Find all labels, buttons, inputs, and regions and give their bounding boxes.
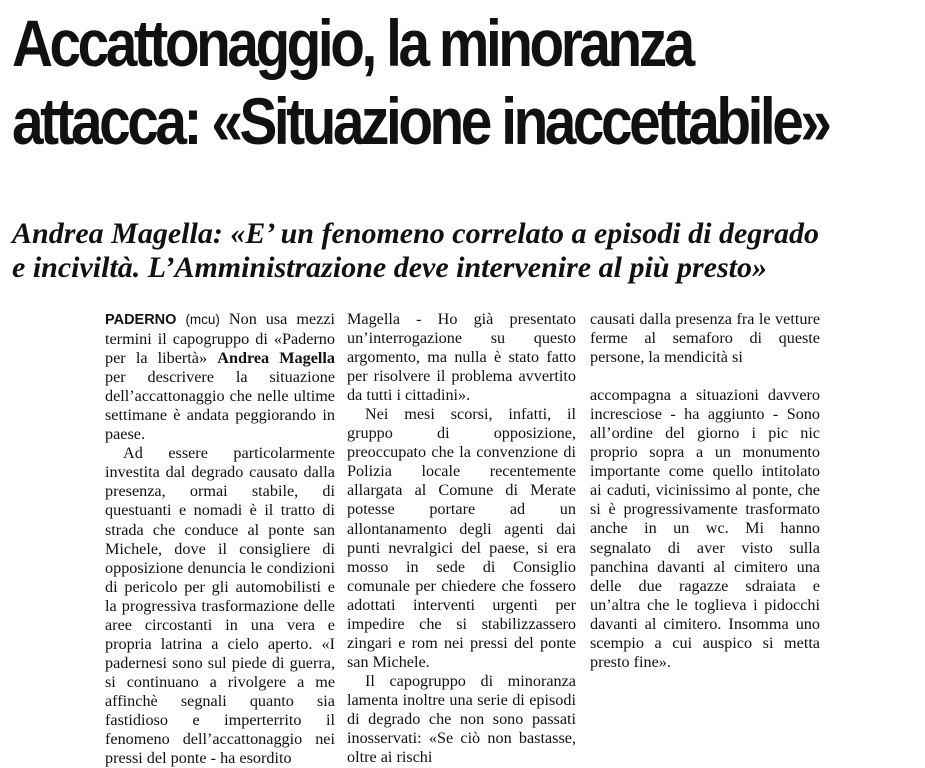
article-paragraph-4-continued: causati dalla presenza fra le vetture ferme al semaforo di queste persone, la mendicità si [590, 310, 820, 367]
article-column-2 [347, 310, 576, 767]
article-paragraph-2: Ad essere particolarmente investita dal degrado causato dalla presenza, ormai stabile, di questuanti e nomadi è il tratto di strada che conduce al ponte san Michele, dove il consigliere di opposizione denuncia le condizioni di pericolo per gli automobilisti e la progressiva trasformazione delle aree circostanti in una vera e propria latrina a cielo aperto. «I padernesi sono sul piede di guerra, si continuano a rivolgere a me affinchè segnali quanto sia fastidioso e imperterrito il fenomeno dell’accattonaggio nei pressi del ponte - ha esordito [105, 444, 335, 768]
article-paragraph-3: Nei mesi scorsi, infatti, il gruppo di opposizione, preoccupato che la convenzione di Polizia locale recentemente allargata al Comune di Merate potesse portare ad un allontanamento degli agenti dai punti nevralgici del paese, si era mosso in sede di Consiglio comunale per chiedere che fossero adottati interventi urgenti per impedire che si stabilizzassero zingari e rom nei pressi del ponte san Michele. [347, 405, 576, 671]
article-column-3 [590, 310, 820, 672]
article-paragraph-2-continued: Magella - Ho già presentato un’interrogazione su questo argomento, ma nulla è stato fatto per risolvere il problema avvertito da tutti i cittadini». [347, 310, 576, 405]
subheadline-line-2: e inciviltà. L’Amministrazione deve intervenire al più presto» [12, 251, 767, 284]
subheadline [12, 217, 917, 285]
column-gap [590, 367, 820, 386]
article-paragraph-1 [105, 310, 335, 444]
article-paragraph-4: Il capogruppo di minoranza lamenta inoltre una serie di episodi di degrado che non sono passati inosservati: «Se ciò non bastasse, oltre ai rischi [347, 671, 576, 767]
headline [12, 4, 829, 160]
article-column-1 [105, 310, 335, 768]
paragraph-1-text-b: per descrivere la situazione dell’accattonaggio che nelle ultime settimane è andata peggiorando in paese. [105, 368, 335, 444]
headline-line-1: Accattonaggio, la minoranza [12, 6, 692, 80]
headline-line-2: attacca: «Situazione inaccettabile» [12, 84, 829, 158]
paragraph-1-text-a: Non usa mezzi termini il capogruppo di «Paderno per la libertà» [105, 310, 336, 368]
dateline: PADERNO [105, 312, 177, 328]
author-credit: (mcu) [185, 312, 220, 327]
article-paragraph-4-continued-2: accompagna a situazioni davvero incresciose - ha aggiunto - Sono all’ordine del giorno i pic nic proprio sopra a un monumento importante come quello intitolato ai caduti, vicinissimo al ponte, che si è progressivamente trasformato anche in un wc. Mi hanno segnalato di aver visto sulla panchina davanti al cimitero una delle due ragazze sdraiata e un’altra che le toglieva i pidocchi davanti al cimitero. Insomma uno scempio a cui auspico si metta presto fine». [590, 386, 820, 671]
person-name: Andrea Magella [217, 349, 336, 368]
subheadline-line-1: Andrea Magella: «E’ un fenomeno correlato a episodi di degrado [12, 217, 819, 250]
